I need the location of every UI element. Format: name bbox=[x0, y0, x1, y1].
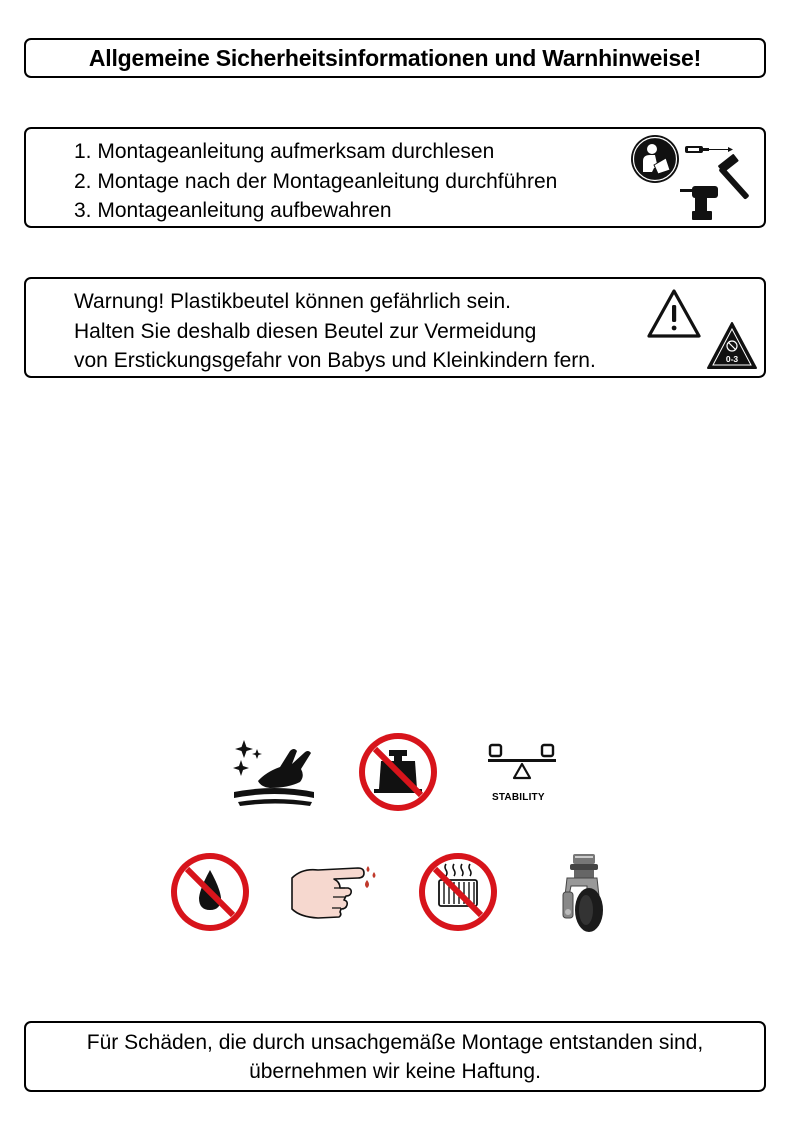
wipe-clean-icon bbox=[230, 738, 320, 812]
warning-line: Halten Sie deshalb diesen Beutel zur Vermeidung bbox=[74, 319, 537, 343]
warning-text bbox=[74, 287, 596, 376]
instruction-list bbox=[74, 137, 557, 226]
instruction-item: 2. Montage nach der Montageanleitung durchführen bbox=[74, 169, 558, 193]
no-heater-icon bbox=[418, 852, 498, 932]
screwdriver-hammer-drill-icon bbox=[676, 142, 761, 222]
instruction-item: 3. Montageanleitung aufbewahren bbox=[74, 199, 392, 222]
age-badge-text: 0-3 bbox=[725, 354, 739, 364]
title-box bbox=[24, 38, 766, 78]
no-liquid-icon bbox=[170, 852, 250, 932]
stability-icon bbox=[486, 743, 558, 785]
disclaimer-line: übernehmen wir keine Haftung. bbox=[249, 1060, 541, 1083]
warning-box bbox=[24, 277, 766, 378]
age-warning-icon bbox=[706, 321, 758, 371]
liability-disclaimer-box bbox=[24, 1021, 766, 1092]
instruction-item: 1. Montageanleitung aufmerksam durchlesen bbox=[74, 140, 495, 163]
warning-triangle-icon bbox=[646, 288, 702, 340]
caster-wheel-icon bbox=[557, 852, 613, 936]
read-manual-icon bbox=[630, 134, 680, 184]
instructions-box bbox=[24, 127, 766, 228]
disclaimer-line: Für Schäden, die durch unsachgemäße Montage entstanden sind, bbox=[86, 1031, 704, 1054]
no-heavy-load-icon bbox=[358, 732, 438, 812]
stability-label: STABILITY bbox=[492, 792, 545, 803]
page-title: Allgemeine Sicherheitsinformationen und Warnhinweise! bbox=[88, 45, 702, 71]
warning-line: Warnung! Plastikbeutel können gefährlich sein. bbox=[74, 290, 511, 313]
sharp-edges-icon bbox=[288, 862, 384, 920]
warning-line: von Erstickungsgefahr von Babys und Kleinkindern fern. bbox=[74, 349, 596, 372]
